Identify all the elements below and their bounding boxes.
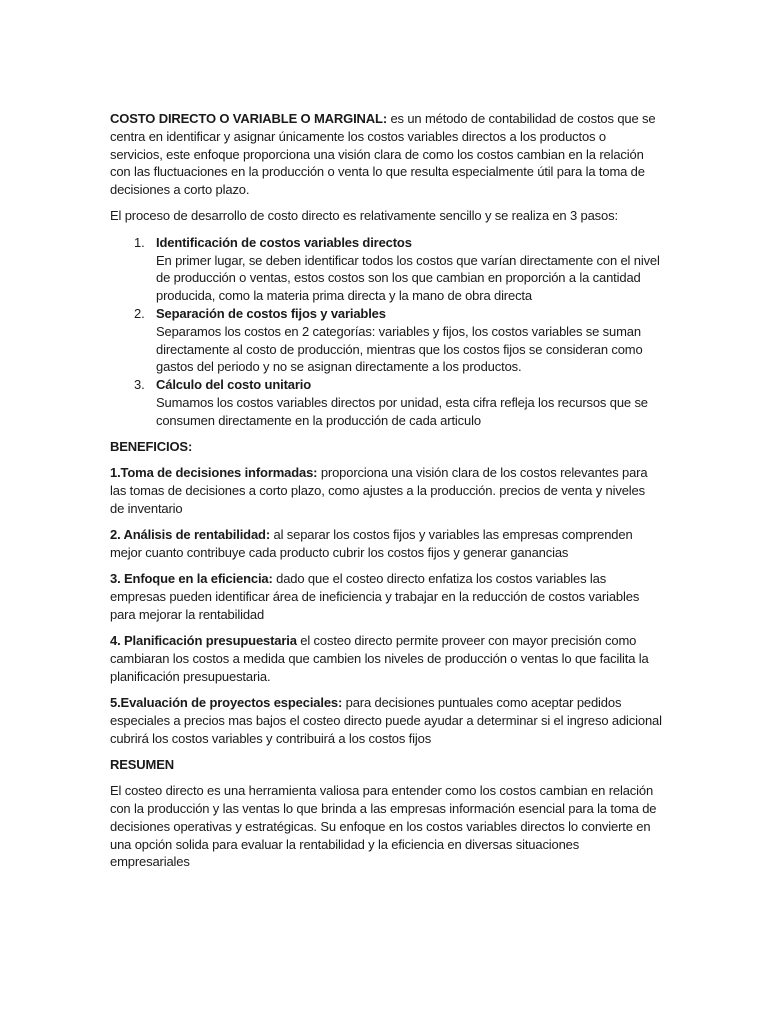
step-item bbox=[110, 376, 662, 429]
step-title: Cálculo del costo unitario bbox=[156, 377, 312, 393]
benefit-paragraph bbox=[110, 570, 662, 623]
steps-list bbox=[110, 234, 662, 430]
step-description: Separamos los costos en 2 categorías: variables y fijos, los costos variables se suman directamente al costo de producción, mientras que los costos fijos se consideran como gastos del periodo y no se asignan directamente a los productos. bbox=[156, 323, 643, 375]
step-number: 3. bbox=[134, 377, 145, 393]
benefit-text: dado que el costeo directo enfatiza los costos variables las empresas pueden identificar área de ineficiencia y trabajar en la reducción de costos variables para mejorar la rentabilidad bbox=[110, 571, 640, 622]
document-page bbox=[110, 110, 662, 880]
summary-paragraph: El costeo directo es una herramienta valiosa para entender como los costos cambian en relación con la producción y las ventas lo que brinda a las empresas información esencial para la toma de decisiones operativas y estratégicas. Su enfoque en los costos variables directos lo convierte en una opción solida para evaluar la rentabilidad y la eficiencia en diversas situaciones empresariales bbox=[110, 783, 657, 870]
benefit-paragraph bbox=[110, 694, 662, 747]
step-number: 2. bbox=[134, 305, 145, 321]
benefit-term: 5.Evaluación de proyectos especiales: bbox=[110, 695, 343, 711]
benefit-paragraph bbox=[110, 464, 662, 517]
benefit-text: proporciona una visión clara de los costos relevantes para las tomas de decisiones a corto plazo, como ajustes a la producción. precios de venta y niveles de inventario bbox=[110, 465, 648, 516]
benefit-term: 2. Análisis de rentabilidad: bbox=[110, 527, 271, 543]
benefit-text: para decisiones puntuales como aceptar pedidos especiales a precios mas bajos el costeo directo puede ayudar a determinar si el ingreso adicional cubrirá los costos variables y contribuirá a los costos fijos bbox=[110, 695, 662, 746]
benefit-term: 1.Toma de decisiones informadas: bbox=[110, 465, 318, 481]
step-title: Separación de costos fijos y variables bbox=[156, 305, 386, 321]
benefit-term: 3. Enfoque en la eficiencia: bbox=[110, 571, 273, 587]
intro-term: COSTO DIRECTO O VARIABLE O MARGINAL: bbox=[110, 111, 387, 126]
process-intro: El proceso de desarrollo de costo directo es relativamente sencillo y se realiza en 3 pasos: bbox=[110, 208, 618, 224]
step-description: En primer lugar, se deben identificar todos los costos que varían directamente con el nivel de producción o ventas, estos costos son los que cambian en proporción a la cantidad producida, como la materia prima directa y la mano de obra directa bbox=[156, 252, 660, 304]
step-item bbox=[110, 305, 662, 376]
step-item bbox=[110, 234, 662, 305]
benefits-heading: BENEFICIOS: bbox=[110, 439, 193, 455]
intro-text: es un método de contabilidad de costos que se centra en identificar y asignar únicamente los costos variables directos a los productos o servicios, este enfoque proporciona una visión clara de como los costos cambian en la relación con las fluctuaciones en la producción o venta lo que resulta especialmente útil para la toma de decisiones a corto plazo. bbox=[110, 111, 656, 198]
summary-heading: RESUMEN bbox=[110, 757, 174, 772]
benefit-text: el costeo directo permite proveer con mayor precisión como cambiaran los costos a medida que cambien los niveles de producción o ventas lo que facilita la planificación presupuestaria. bbox=[110, 633, 649, 684]
step-title: Identificación de costos variables directos bbox=[156, 234, 412, 250]
benefit-term: 4. Planificación presupuestaria bbox=[110, 633, 297, 649]
benefit-paragraph bbox=[110, 526, 662, 562]
step-description: Sumamos los costos variables directos por unidad, esta cifra refleja los recursos que se consumen directamente en la producción de cada articulo bbox=[156, 394, 648, 428]
benefit-text: al separar los costos fijos y variables las empresas comprenden mejor cuanto contribuye cada producto cubrir los costos fijos y generar ganancias bbox=[110, 527, 633, 561]
step-number: 1. bbox=[134, 234, 145, 250]
intro-paragraph bbox=[110, 110, 662, 199]
benefit-paragraph bbox=[110, 632, 662, 685]
